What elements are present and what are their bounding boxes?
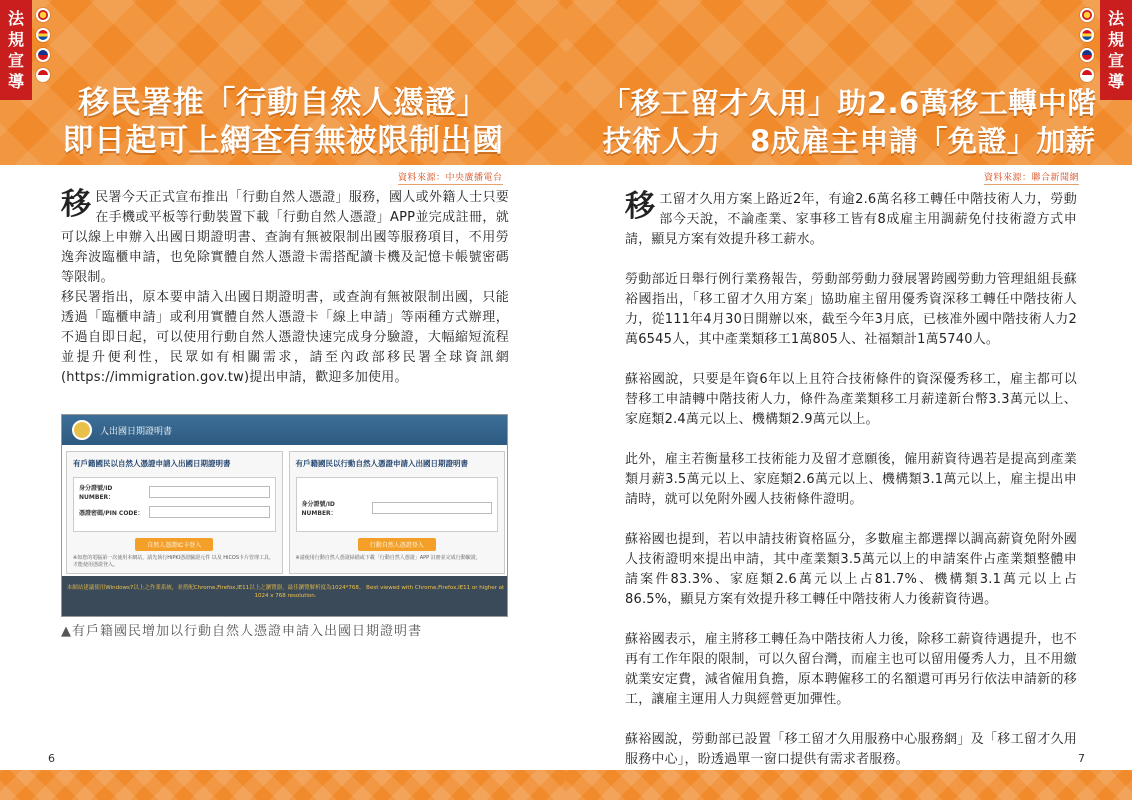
id-number-input (149, 486, 270, 498)
right-footer-band (566, 770, 1132, 800)
left-paragraph-1: 移民署今天正式宣布推出「行動自然人憑證」服務，國人或外籍人士只要在手機或平板等行動裝置下載「行動自然人憑證」APP並完成註冊，就可以線上申辦入出國日期證明書、查詢有無被限制出國等服務項目，不用勞逸奔波臨櫃申請，也免除實體自然人憑證卡需搭配讀卡機及記憶卡帳號密碼等限制。 (61, 187, 509, 285)
id-number-label: 身分證號/ID NUMBER： (79, 485, 115, 501)
left-page-number: 6 (48, 752, 55, 765)
right-paragraph-4: 此外，雇主若衡量移工技術能力及留才意願後，僱用薪資待遇若是提高到產業類月薪3.5萬元以上、家庭類2.6萬元以上、機構類3.1萬元以上，雇主提出申請時，就可以免附外國人技術條件證明。 (625, 452, 1077, 507)
right-source: 資料來源：聯合新聞網 (984, 170, 1079, 185)
right-paragraph-3: 蘇裕國說，只要是年資6年以上且符合技術條件的資深優秀移工，雇主都可以替移工申請轉中階技術人力，條件為產業類移工月薪達新台幣3.3萬元以上、家庭類2.4萬元以上、機構類2.9萬元以上。 (625, 372, 1077, 427)
card-login-button: 自然人憑證IC卡登入 (135, 538, 213, 551)
left-footer-band (0, 770, 566, 800)
left-tag-char-1: 法 (7, 9, 24, 28)
right-title-line-2: 技術人力 8成雇主申請「免證」加薪 (602, 124, 1096, 158)
right-paragraph-5: 蘇裕國也提到，若以申請技術資格區分，多數雇主都選擇以調高薪資免附外國人技術證明來提出申請，其中產業類3.5萬元以上的申請案件占產業類整體申請案件83.3%、家庭類2.6萬元以上占81.7%、機構類3.1萬元以上占86.5%，顯見方案有效提升移工轉任中階技術人力後薪資待遇。 (625, 532, 1077, 607)
right-article-title (566, 84, 1132, 160)
right-paragraph-7: 蘇裕國說，勞動部已設置「移工留才久用服務中心服務網」及「移工留才久用服務中心」，盼透過單一窗口提供有需求者服務。 (625, 732, 1077, 767)
figure-panel-note: ※如您的電腦第一次使用本網站，請先執行HiPKI憑證驗證元件 以及 HiCOS卡片管理工具，才能使用憑證登入。 (73, 555, 275, 568)
figure-footer-note: 本網站建議使用Windows7以上之作業系統，並搭配Chrome,Firefox,IE11以上之瀏覽器，最佳瀏覽解析度為1024*768。 Best viewed with Chrome,Firefox,IE11 or higher at 1024 x 768 resolution. (62, 576, 508, 616)
right-page (566, 0, 1132, 800)
figure-header-bar (62, 415, 507, 445)
figure-header-title: 人出國日期證明書 (100, 426, 173, 437)
right-paragraph-6: 蘇裕國表示，雇主將移工轉任為中階技術人力後，除移工薪資待遇提升，也不再有工作年限的限制，可以久留台灣，而雇主也可以留用優秀人力，且不用繳就業安定費，減省僱用負擔，原本聘僱移工的名額還可再另行依法申請新的移工，讓雇主運用人力與經營更加彈性。 (625, 632, 1077, 707)
figure-panel-title: 有戶籍國民以自然人憑證申請入出國日期證明書 (73, 459, 231, 468)
flag-icon (1080, 48, 1094, 62)
right-tag-char-3: 宣 (1107, 51, 1124, 70)
flag-icon (1080, 68, 1094, 82)
right-dropcap: 移 (625, 189, 656, 224)
left-article-body (61, 188, 509, 388)
left-title-line-1: 移民署推「行動自然人憑證」 (78, 85, 488, 121)
flag-icon (1080, 28, 1094, 42)
flag-icon (36, 28, 50, 42)
left-paragraph-2: 移民署指出，原本要申請入出國日期證明書，或查詢有無被限制出國，只能透過「臨櫃申請」或利用實體自然人憑證卡「線上申請」等兩種方式辦理，不過自即日起，可以使用行動自然人憑證快速完成身分驗證，大幅縮短流程並提升便利性，民眾如有相關需求，請至內政部移民署全球資訊網(https://immigration.gov.tw)提出申請，歡迎多加使用。 (61, 290, 509, 385)
right-tag-char-4: 導 (1107, 72, 1124, 91)
left-source: 資料來源：中央廣播電台 (398, 170, 503, 185)
right-tag-char-1: 法 (1107, 9, 1124, 28)
figure-caption: ▲有戶籍國民增加以行動自然人憑證申請入出國日期證明書 (61, 624, 422, 639)
left-dropcap: 移 (61, 187, 92, 222)
figure-panel-card (66, 451, 283, 574)
right-title-line-1: 「移工留才久用」助2.6萬移工轉中階 (601, 86, 1097, 120)
website-screenshot-figure (61, 414, 508, 617)
left-tag-char-2: 規 (7, 30, 24, 49)
left-tag-char-4: 導 (7, 72, 24, 91)
right-flag-icons (1080, 8, 1096, 88)
right-paragraph-1: 移工留才久用方案上路近2年，有逾2.6萬名移工轉任中階技術人力，勞動部今天說，不論產業、家事移工皆有8成雇主用調薪免付技術證方式申請，顯見方案有效提升移工薪水。 (625, 189, 1077, 247)
left-tag-char-3: 宣 (7, 51, 24, 70)
flag-icon (36, 8, 50, 22)
agency-logo-icon (72, 420, 92, 440)
left-flag-icons (36, 8, 52, 88)
right-paragraph-2: 勞動部近日舉行例行業務報告，勞動部勞動力發展署跨國勞動力管理組組長蘇裕國指出，「移工留才久用方案」協助雇主留用優秀資深移工轉任中階技術人力，從111年4月30日開辦以來，截至今年3月底，已核准外國中階技術人力2萬6545人，其中產業類移工1萬805人、社福類計1萬5740人。 (625, 272, 1077, 347)
id-number-input (372, 502, 493, 514)
mobile-login-button: 行動自然人憑證登入 (358, 538, 436, 551)
flag-icon (1080, 8, 1094, 22)
figure-panel-note: ※請使用行動自然人憑證掃描或下載「行動自然人憑證」APP 註冊並完成行動驗證。 (295, 555, 481, 561)
pin-code-label: 憑證密碼/PIN CODE： (79, 509, 144, 517)
right-article-body (625, 190, 1077, 790)
figure-panel-title: 有戶籍國民以行動自然人憑證申請入出國日期證明書 (295, 459, 468, 468)
left-title-line-2: 即日起可上網查有無被限制出國 (62, 123, 504, 159)
right-tag-char-2: 規 (1107, 30, 1124, 49)
flag-icon (36, 48, 50, 62)
left-article-title (0, 84, 566, 160)
right-page-number: 7 (1078, 752, 1085, 765)
figure-panel-mobile (289, 451, 506, 574)
pin-code-input (149, 506, 270, 518)
id-number-label: 身分證號/ID NUMBER： (301, 501, 337, 517)
flag-icon (36, 68, 50, 82)
